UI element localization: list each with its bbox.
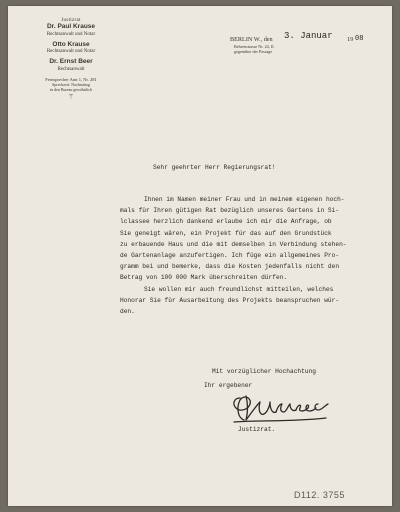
letter-page [8, 6, 392, 506]
body-line: Betrag von 100 000 Mark überschreiten dürfen. [120, 274, 288, 282]
letterhead-partner-3-name: Dr. Ernst Beer [49, 58, 93, 65]
body-line: gramm bei und bemerke, dass die Kosten jedenfalls nicht den [120, 263, 340, 271]
letterhead-partner-2-name: Otto Krause [52, 40, 90, 48]
dateline-year: 08 [355, 35, 364, 43]
caduceus-icon: ⚚ [67, 93, 75, 101]
letterhead-partner-3-role: Rechtsanwalt [57, 66, 85, 72]
letterhead-hours-2: in den Bureau gewöhnlich [49, 87, 93, 92]
letter-yours: Ihr ergebener [204, 382, 253, 389]
letterhead [28, 18, 114, 101]
dateline-date: 3. Januar [284, 31, 333, 41]
dateline-address-2: gegenüber der Passage [234, 49, 273, 54]
body-line: Honorar Sie für Ausarbeitung des Projekts beanspruchen wür- [120, 296, 340, 304]
letterhead-partner-1-name: Dr. Paul Krause [46, 23, 96, 30]
dateline-address-1: Behrenstrasse Nr. 24, II [234, 44, 274, 49]
dateline-city: BERLIN W., den [230, 36, 273, 43]
letter-greeting: Sehr geehrter Herr Regierungsrat! [153, 164, 276, 171]
body-line: Sie wollen mir auch freundlichst mitteilen, welches [144, 285, 334, 293]
letter-closing: Mit vorzüglicher Hochachtung [212, 368, 316, 375]
body-line: zu erbauende Haus und die mit demselben in Verbindung stehen- [120, 240, 347, 248]
handwritten-signature [230, 390, 332, 426]
dateline-year-prefix: 19 [347, 36, 354, 43]
dateline-address [234, 44, 274, 54]
archive-number-stamp: D112. 3755 [294, 490, 345, 500]
letterhead-phone: Fernsprecher Amt 1, Nr. 281 [45, 76, 97, 82]
body-line: lclassee herzlich dankend erlaube ich mir die Anfrage, ob [120, 218, 332, 226]
body-line: Sie geneigt wären, ein Projekt für das auf den Grundstück [120, 229, 332, 237]
letterhead-partner-1-role: Rechtsanwalt und Notar [46, 31, 96, 37]
letterhead-title: Justizrat [61, 18, 81, 23]
signer-title: Justizrat. [238, 426, 276, 433]
letterhead-hours-1: Sprechzeit: Nachmittag [52, 82, 90, 87]
letterhead-partner-2-role: Rechtsanwalt und Notar [46, 49, 96, 54]
body-line: Ihnen im Namen meiner Frau und in meinem eigenen hoch- [144, 196, 345, 203]
letter-body [120, 194, 347, 317]
body-line: den. [120, 307, 135, 315]
body-line: mals für Ihren gütigen Rat bezüglich unseres Gartens in Si- [120, 207, 340, 215]
body-line: de Gartenanlage anzufertigen. Ich füge ein allgemeines Pro- [120, 251, 340, 259]
